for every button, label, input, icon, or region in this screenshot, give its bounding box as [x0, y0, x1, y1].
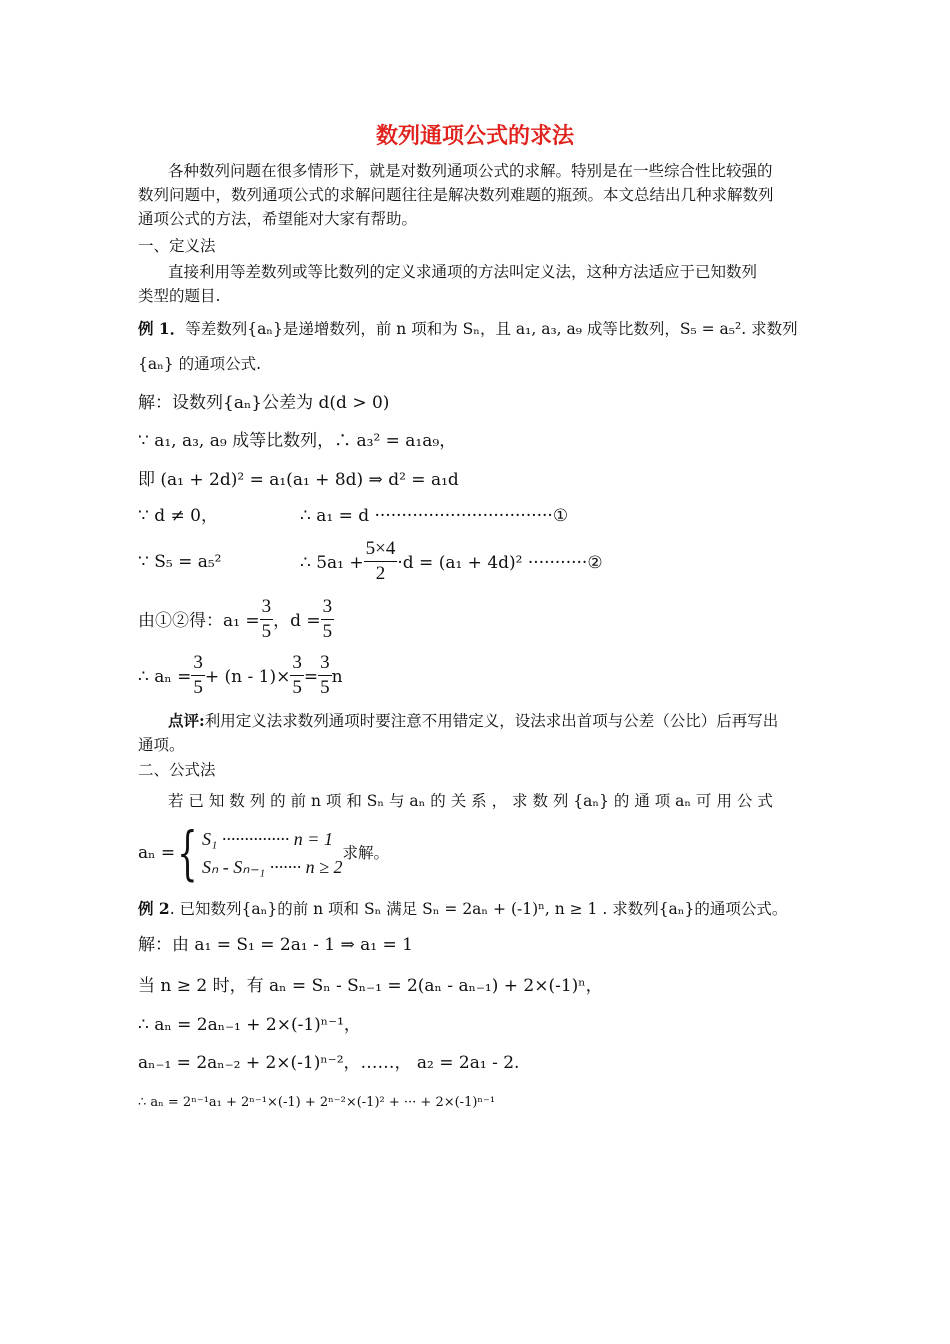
intro-paragraph-line-3: 通项公式的方法，希望能对大家有帮助。	[138, 210, 418, 228]
comment-label: 点评:	[168, 711, 205, 730]
example-1-solution-line-1: 解：设数列{aₙ}公差为 d(d > 0)	[138, 393, 390, 413]
example-1-solution-line-7: ∴ aₙ = $\frac{3}{5}$ + (n - 1)× $\frac{3}{5}$ = $\frac{3}{5}$ n	[138, 651, 343, 698]
example-1-label: 例 1	[138, 319, 170, 338]
page-title: 数列通项公式的求法	[375, 124, 574, 149]
example-1-statement-line-1: 例 1．等差数列{aₙ}是递增数列，前 n 项和为 Sₙ，且 a₁, a₃, a₉ 成等比数列，S₅ = a₅². 求数列	[138, 319, 798, 338]
example-1-solution-line-6: 由①②得：a₁ = $\frac{3}{5}$ ，d = $\frac{3}{5}$	[138, 595, 333, 642]
section-1-description-line-1: 直接利用等差数列或等比数列的定义求通项的方法叫定义法，这种方法适应于已知数列	[168, 263, 758, 281]
section-1-heading: 一、定义法	[138, 237, 216, 255]
example-2-label: 例 2	[138, 899, 170, 918]
example-2-statement: 例 2. 已知数列{aₙ}的前 n 项和 Sₙ 满足 Sₙ = 2aₙ + (-1)ⁿ, n ≥ 1 . 求数列{aₙ}的通项公式。	[138, 899, 788, 918]
example-2-solution-line-5: ∴ aₙ = 2ⁿ⁻¹a₁ + 2ⁿ⁻¹×(-1) + 2ⁿ⁻²×(-1)² + ··· + 2×(-1)ⁿ⁻¹	[138, 1095, 496, 1110]
example-1-solution-line-4a: ∵ d ≠ 0，	[138, 506, 218, 526]
comment-line-2: 通项。	[138, 736, 185, 754]
example-1-solution-line-4b: ∴ a₁ = d ·································①	[300, 506, 569, 526]
example-2-solution-line-1: 解：由 a₁ = S₁ = 2a₁ - 1 ⇒ a₁ = 1	[138, 935, 413, 955]
example-1-statement-line-2: {aₙ} 的通项公式.	[138, 355, 262, 373]
section-1-description-line-2: 类型的题目.	[138, 287, 221, 305]
fraction-5x4-over-2: $\frac{5\times 4}{2}$	[365, 537, 396, 584]
example-1-solution-line-2: ∵ a₁, a₃, a₉ 成等比数列，∴ a₃² = a₁a₉，	[138, 431, 457, 451]
intro-paragraph-line-2: 数列问题中，数列通项公式的求解问题往往是解决数列难题的瓶颈。本文总结出几种求解数列	[138, 186, 774, 204]
section-2-heading: 二、公式法	[138, 761, 216, 779]
example-1-solution-line-3: 即 (a₁ + 2d)² = a₁(a₁ + 8d) ⇒ d² = a₁d	[138, 470, 459, 490]
comment-line-1: 点评:利用定义法求数列通项时要注意不用错定义，设法求出首项与公差（公比）后再写出	[168, 711, 779, 730]
left-brace: {	[177, 819, 198, 887]
section-2-description-line-1: 若 已 知 数 列 的 前 n 项 和 Sₙ 与 aₙ 的 关 系 ， 求 数 列 {aₙ} 的 通 项 aₙ 可 用 公 式	[168, 792, 773, 810]
piecewise-formula: aₙ = { S₁ ··············· n = 1 Sₙ - Sₙ₋₁ ······· n ≥ 2 求解。	[138, 819, 390, 887]
example-1-solution-line-5a: ∵ S₅ = a₅²	[138, 552, 222, 572]
example-1-solution-line-5b: ∴ 5a₁ + $\frac{5\times 4}{2}$ ·d = (a₁ + 4d)² ···········②	[300, 537, 603, 584]
example-2-solution-line-4: aₙ₋₁ = 2aₙ₋₂ + 2×(-1)ⁿ⁻²，……， a₂ = 2a₁ - 2.	[138, 1053, 520, 1073]
example-2-solution-line-2: 当 n ≥ 2 时，有 aₙ = Sₙ - Sₙ₋₁ = 2(aₙ - aₙ₋₁) + 2×(-1)ⁿ，	[138, 976, 603, 996]
example-2-solution-line-3: ∴ aₙ = 2aₙ₋₁ + 2×(-1)ⁿ⁻¹，	[138, 1015, 361, 1035]
intro-paragraph-line-1: 各种数列问题在很多情形下，就是对数列通项公式的求解。特别是在一些综合性比较强的	[168, 162, 773, 180]
